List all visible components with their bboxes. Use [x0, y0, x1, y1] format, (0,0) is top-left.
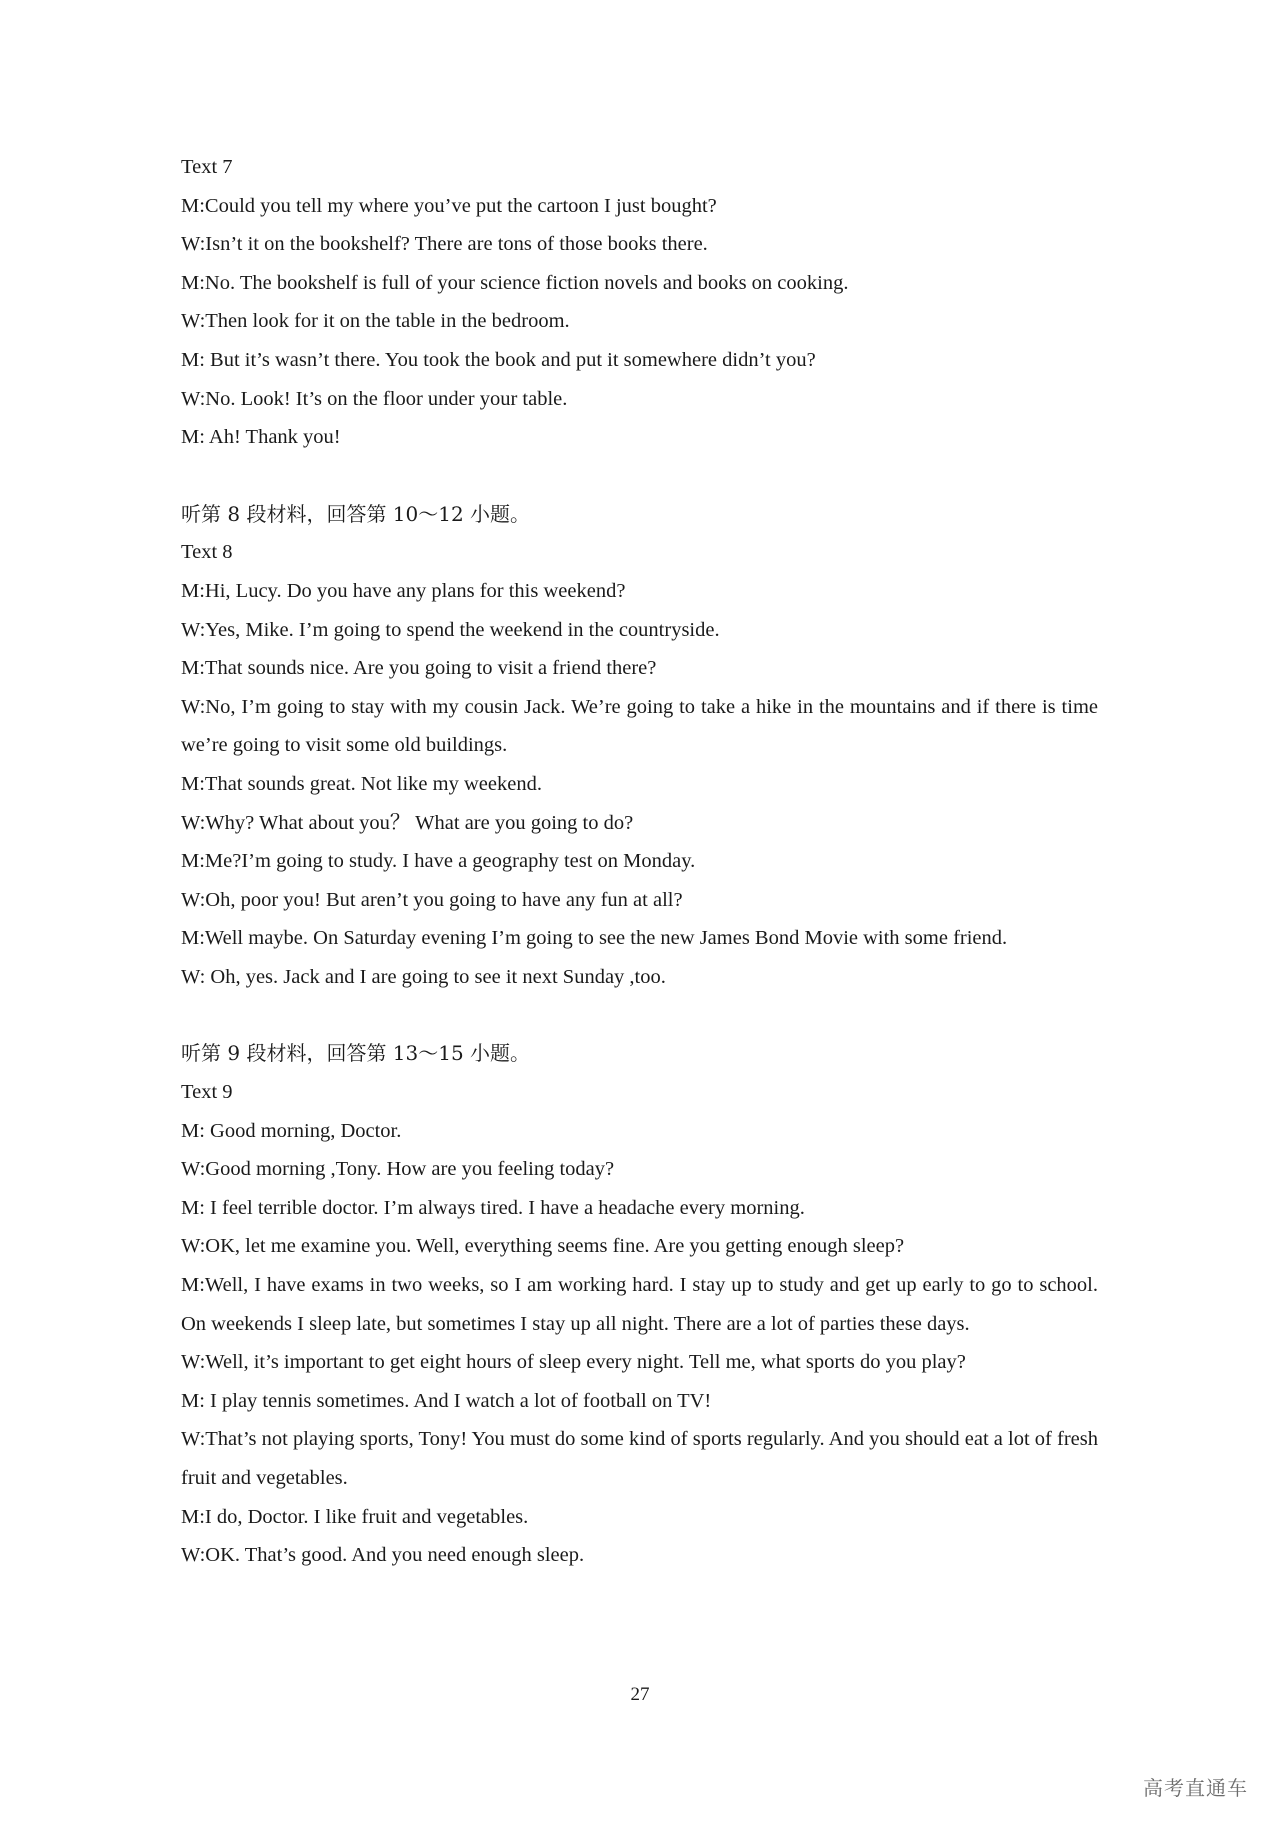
dialogue-line: W:OK, let me examine you. Well, everything seems fine. Are you getting enough sleep? — [181, 1235, 905, 1258]
dialogue-line: M:Could you tell my where you’ve put the cartoon I just bought? — [181, 194, 717, 217]
dialogue-line: M:I do, Doctor. I like fruit and vegetables. — [181, 1505, 529, 1528]
dialogue-line: M:Me?I’m going to study. I have a geography test on Monday. — [181, 850, 696, 873]
watermark-text: 高考直通车 — [1143, 1776, 1248, 1800]
dialogue-line: M: I feel terrible doctor. I’m always tired. I have a headache every morning. — [181, 1196, 805, 1219]
text7-section — [181, 148, 1098, 457]
dialogue-line: W:Good morning ,Tony. How are you feeling today? — [181, 1158, 615, 1181]
dialogue-line: M:Well, I have exams in two weeks, so I am working hard. I stay up to study and get up early to go to school. On weekends I sleep late, but sometimes I stay up all night. There are a lot of parties these days. — [181, 1274, 1098, 1335]
dialogue-line: W:That’s not playing sports, Tony! You must do some kind of sports regularly. And you should eat a lot of fresh fruit and vegetables. — [181, 1428, 1098, 1489]
dialogue-line: M:Hi, Lucy. Do you have any plans for this weekend? — [181, 579, 626, 602]
text8-instruction: 听第 8 段材料，回答第 10～12 小题。 — [181, 501, 531, 526]
text8-section — [181, 495, 1098, 997]
dialogue-line: W:Then look for it on the table in the bedroom. — [181, 310, 570, 333]
text9-section — [181, 1034, 1098, 1574]
dialogue-line: W:Yes, Mike. I’m going to spend the weekend in the countryside. — [181, 618, 720, 641]
dialogue-line: W:OK. That’s good. And you need enough sleep. — [181, 1544, 585, 1567]
dialogue-line: W:Oh, poor you! But aren’t you going to have any fun at all? — [181, 888, 683, 911]
document-page — [181, 148, 1098, 1575]
text7-title: Text 7 — [181, 156, 233, 178]
dialogue-line: W:No, I’m going to stay with my cousin Jack. We’re going to take a hike in the mountains and if there is time we’re going to visit some old buildings. — [181, 695, 1098, 757]
dialogue-line: M: But it’s wasn’t there. You took the book and put it somewhere didn’t you? — [181, 348, 816, 371]
dialogue-line: M:No. The bookshelf is full of your science fiction novels and books on cooking. — [181, 271, 849, 294]
text9-instruction: 听第 9 段材料，回答第 13～15 小题。 — [181, 1041, 531, 1066]
dialogue-line: M: Good morning, Doctor. — [181, 1119, 402, 1142]
dialogue-line: W:Well, it’s important to get eight hours of sleep every night. Tell me, what sports do you play? — [181, 1351, 966, 1374]
dialogue-line: W:Why? What about you？ What are you going to do? — [181, 811, 634, 834]
dialogue-line: M: I play tennis sometimes. And I watch a lot of football on TV! — [181, 1389, 712, 1412]
text9-title: Text 9 — [181, 1081, 233, 1104]
text8-title: Text 8 — [181, 541, 233, 564]
dialogue-line: W: Oh, yes. Jack and I are going to see it next Sunday ,too. — [181, 965, 666, 988]
dialogue-line: M:Well maybe. On Saturday evening I’m going to see the new James Bond Movie with some friend. — [181, 927, 1008, 950]
dialogue-line: M:That sounds nice. Are you going to visit a friend there? — [181, 657, 657, 680]
dialogue-line: W:No. Look! It’s on the floor under your table. — [181, 387, 568, 410]
dialogue-line: M: Ah! Thank you! — [181, 426, 341, 449]
page-number: 27 — [630, 1684, 650, 1705]
dialogue-line: W:Isn’t it on the bookshelf? There are tons of those books there. — [181, 233, 708, 256]
dialogue-line: M:That sounds great. Not like my weekend. — [181, 772, 542, 795]
